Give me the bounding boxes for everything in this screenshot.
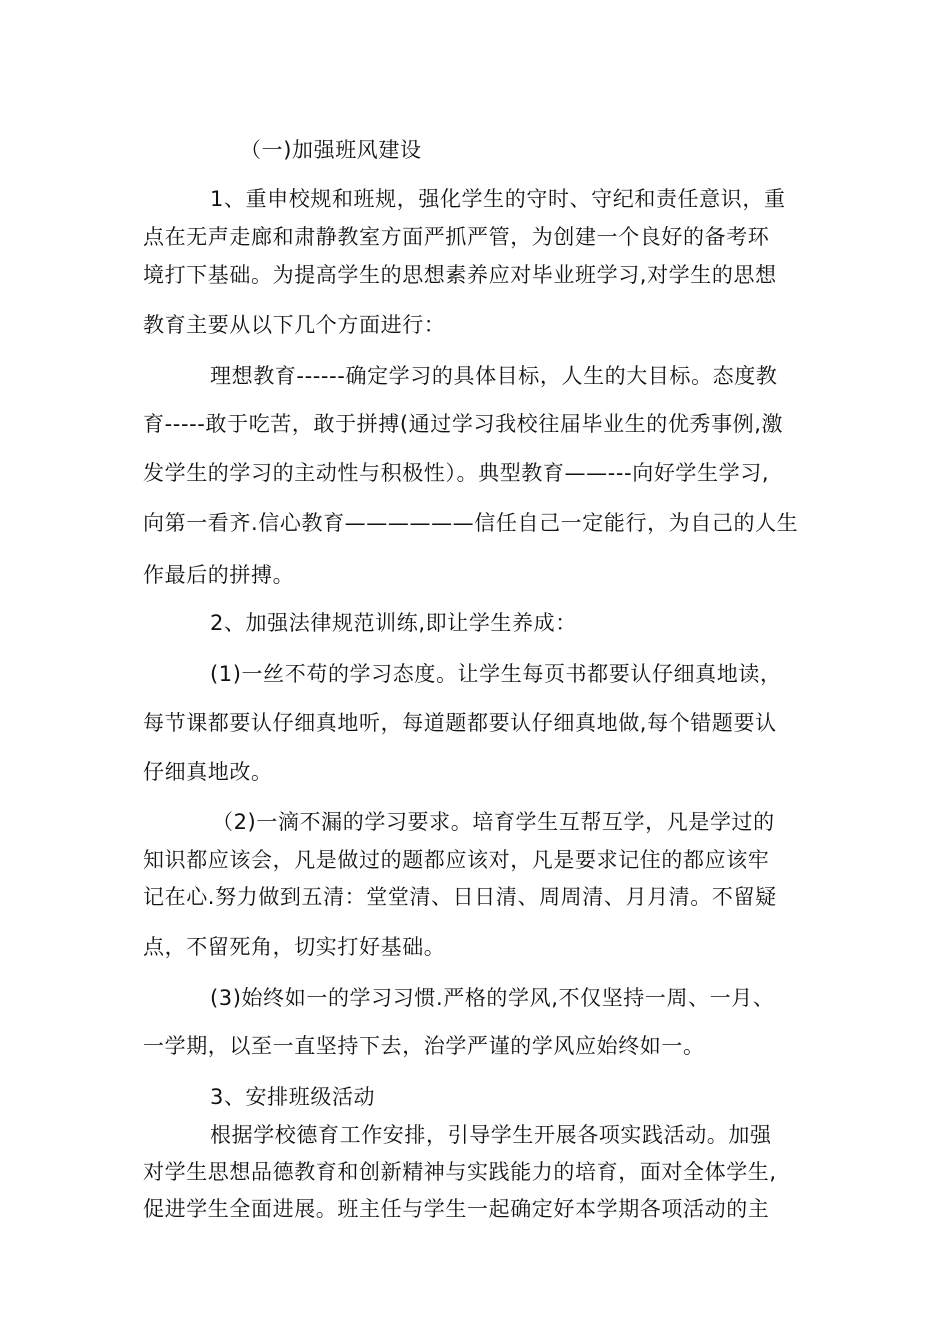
- paragraph-line: 育-----敢于吃苦，敢于拼搏(通过学习我校往届毕业生的优秀事例,激: [143, 412, 784, 436]
- paragraph-line: 对学生思想品德教育和创新精神与实践能力的培育，面对全体学生,: [143, 1160, 777, 1184]
- subheading-line: 3、安排班级活动: [210, 1085, 376, 1109]
- paragraph-line: 理想教育------确定学习的具体目标，人生的大目标。态度教: [210, 364, 778, 388]
- paragraph-line: 向第一看齐.信心教育——————信任自己一定能行，为自己的人生: [143, 511, 799, 535]
- paragraph-line: 作最后的拼搏。: [143, 563, 295, 587]
- subheading-line: 2、加强法律规范训练,即让学生养成：: [210, 611, 577, 635]
- paragraph-line: 点，不留死角，切实打好基础。: [143, 935, 446, 959]
- paragraph-line: 1、重申校规和班规，强化学生的守时、守纪和责任意识，重: [210, 187, 786, 211]
- paragraph-line: （2)一滴不漏的学习要求。培育学生互帮互学，凡是学过的: [212, 810, 775, 834]
- paragraph-line: 发学生的学习的主动性与积极性）。典型教育——---向好学生学习,: [143, 461, 770, 485]
- paragraph-line: 知识都应该会，凡是做过的题都应该对，凡是要求记住的都应该牢: [143, 848, 770, 872]
- paragraph-line: 记在心.努力做到五清：堂堂清、日日清、周周清、月月清。不留疑: [143, 885, 777, 909]
- paragraph-line: 每节课都要认仔细真地听，每道题都要认仔细真地做,每个错题要认: [143, 711, 777, 735]
- paragraph-line: 一学期，以至一直坚持下去，治学严谨的学风应始终如一。: [143, 1034, 705, 1058]
- paragraph-line: 促进学生全面进展。班主任与学生一起确定好本学期各项活动的主: [143, 1197, 770, 1221]
- paragraph-line: 仔细真地改。: [143, 760, 273, 784]
- paragraph-line: (3)始终如一的学习习惯.严格的学风,不仅坚持一周、一月、: [210, 986, 775, 1010]
- paragraph-line: 教育主要从以下几个方面进行：: [143, 313, 446, 337]
- paragraph-line: 点在无声走廊和肃静教室方面严抓严管，为创建一个良好的备考环: [143, 225, 770, 249]
- paragraph-line: 境打下基础。为提高学生的思想素养应对毕业班学习,对学生的思想: [143, 263, 777, 287]
- paragraph-line: 根据学校德育工作安排，引导学生开展各项实践活动。加强: [210, 1123, 772, 1147]
- section-heading: （一)加强班风建设: [240, 138, 422, 162]
- paragraph-line: (1)一丝不苟的学习态度。让学生每页书都要认仔细真地读，: [210, 662, 782, 686]
